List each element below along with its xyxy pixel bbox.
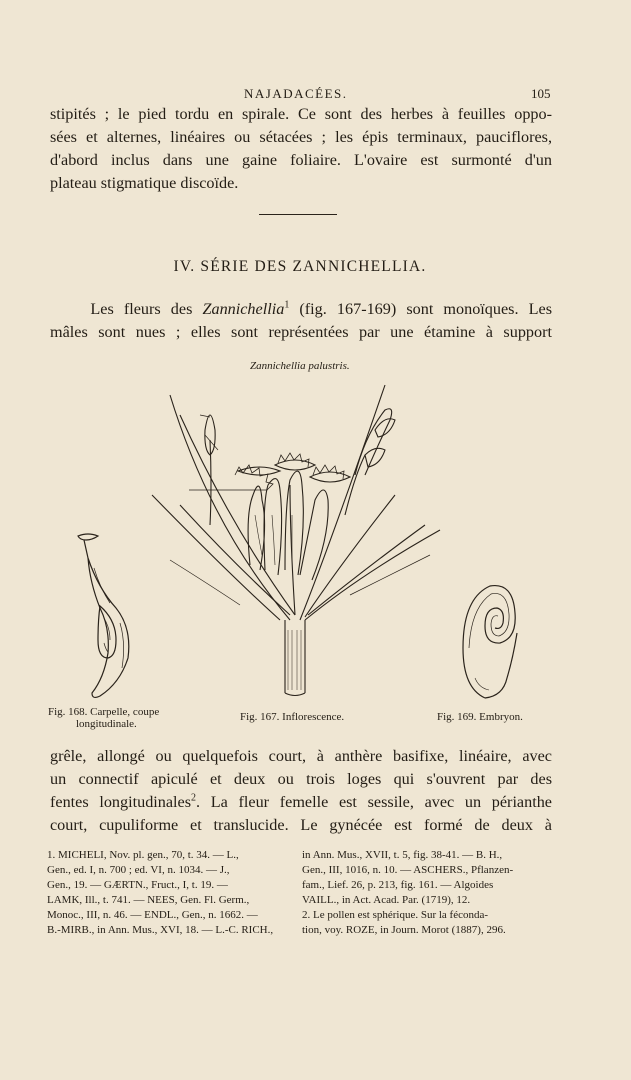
caption-line: longitudinale. [76,718,137,730]
text-line: plateau stigmatique discoïde. [50,174,239,192]
running-head: NAJADACÉES. [244,86,348,101]
section-divider [259,214,337,215]
footnote-line: 2. Le pollen est sphérique. Sur la féconda- [302,909,489,921]
text-fragment: (fig. 167-169) sont monoïques. Les [289,300,552,318]
footnote-ref: 2 [191,792,197,804]
footnotes-left-column [47,848,287,938]
page-number: 105 [531,86,551,101]
text-line: stipités ; le pied tordu en spirale. Ce sont des herbes à feuilles oppo- [50,105,552,123]
text-line: d'abord inclus dans une gaine foliaire. L'ovaire est surmonté d'un [50,151,552,169]
paragraph-intro [50,103,552,195]
footnote-line: B.-MIRB., in Ann. Mus., XVI, 18. — L.-C. RICH., [47,924,274,936]
footnote-line: in Ann. Mus., XVII, t. 5, fig. 38-41. — B. H., [302,849,503,861]
footnotes-right-column [302,848,542,938]
text-line: court, cupuliforme et translucide. Le gynécée est formé de deux à [50,816,552,834]
footnote-line: tion, voy. ROZE, in Journ. Morot (1887), 296. [302,924,506,936]
caption-fig169: Fig. 169. Embryon. [437,711,523,723]
text-line: un connectif apiculé et deux ou trois loges qui s'ouvrent par des [50,770,552,788]
footnote-line: 1. MICHELI, Nov. pl. gen., 70, t. 34. — L., [47,849,239,861]
footnote-line: Monoc., III, n. 46. — ENDL., Gen., n. 1662. — [47,909,258,921]
footnote-line: fam., Lief. 26, p. 213, fig. 161. — Algoides [302,879,494,891]
footnote-ref: 1 [284,299,290,311]
text-line [50,791,552,814]
text-fragment: fentes longitudinales [50,793,192,811]
fig168-carpel-illustration [70,528,140,703]
footnote-line: Gen., 19. — GÆRTN., Fruct., I, t. 19. — [47,879,228,891]
text-line: mâles sont nues ; elles sont représentées par une étamine à support [50,323,552,341]
caption-line: Fig. 168. Carpelle, coupe [48,706,160,718]
fig167-inflorescence-illustration [150,375,445,700]
genus-name: Zannichellia [202,300,285,318]
fig169-embryo-illustration [455,578,525,703]
text-line: grêle, allongé ou quelquefois court, à anthère basifixe, linéaire, avec [50,747,552,765]
paragraph-zannichellia [50,298,552,344]
text-fragment: . La fleur femelle est sessile, avec un périanthe [196,793,552,811]
paragraph-continued [50,745,552,837]
figure-title: Zannichellia palustris. [250,360,350,372]
footnote-line: VAILL., in Act. Acad. Par. (1719), 12. [302,894,471,906]
caption-fig167: Fig. 167. Inflorescence. [240,711,345,723]
section-title: IV. SÉRIE DES ZANNICHELLIA. [173,258,427,275]
footnote-line: LAMK, Ill., t. 741. — NEES, Gen. Fl. Germ., [47,894,250,906]
footnote-line: Gen., III, 1016, n. 10. — ASCHERS., Pflanzen- [302,864,514,876]
text-line: sées et alternes, linéaires ou sétacées ; les épis terminaux, pauciflores, [50,128,552,146]
text-line [50,298,552,321]
footnote-line: Gen., ed. I, n. 700 ; ed. VI, n. 1034. — J., [47,864,230,876]
caption-fig168 [48,706,159,730]
text-fragment: Les fleurs des [90,300,203,318]
